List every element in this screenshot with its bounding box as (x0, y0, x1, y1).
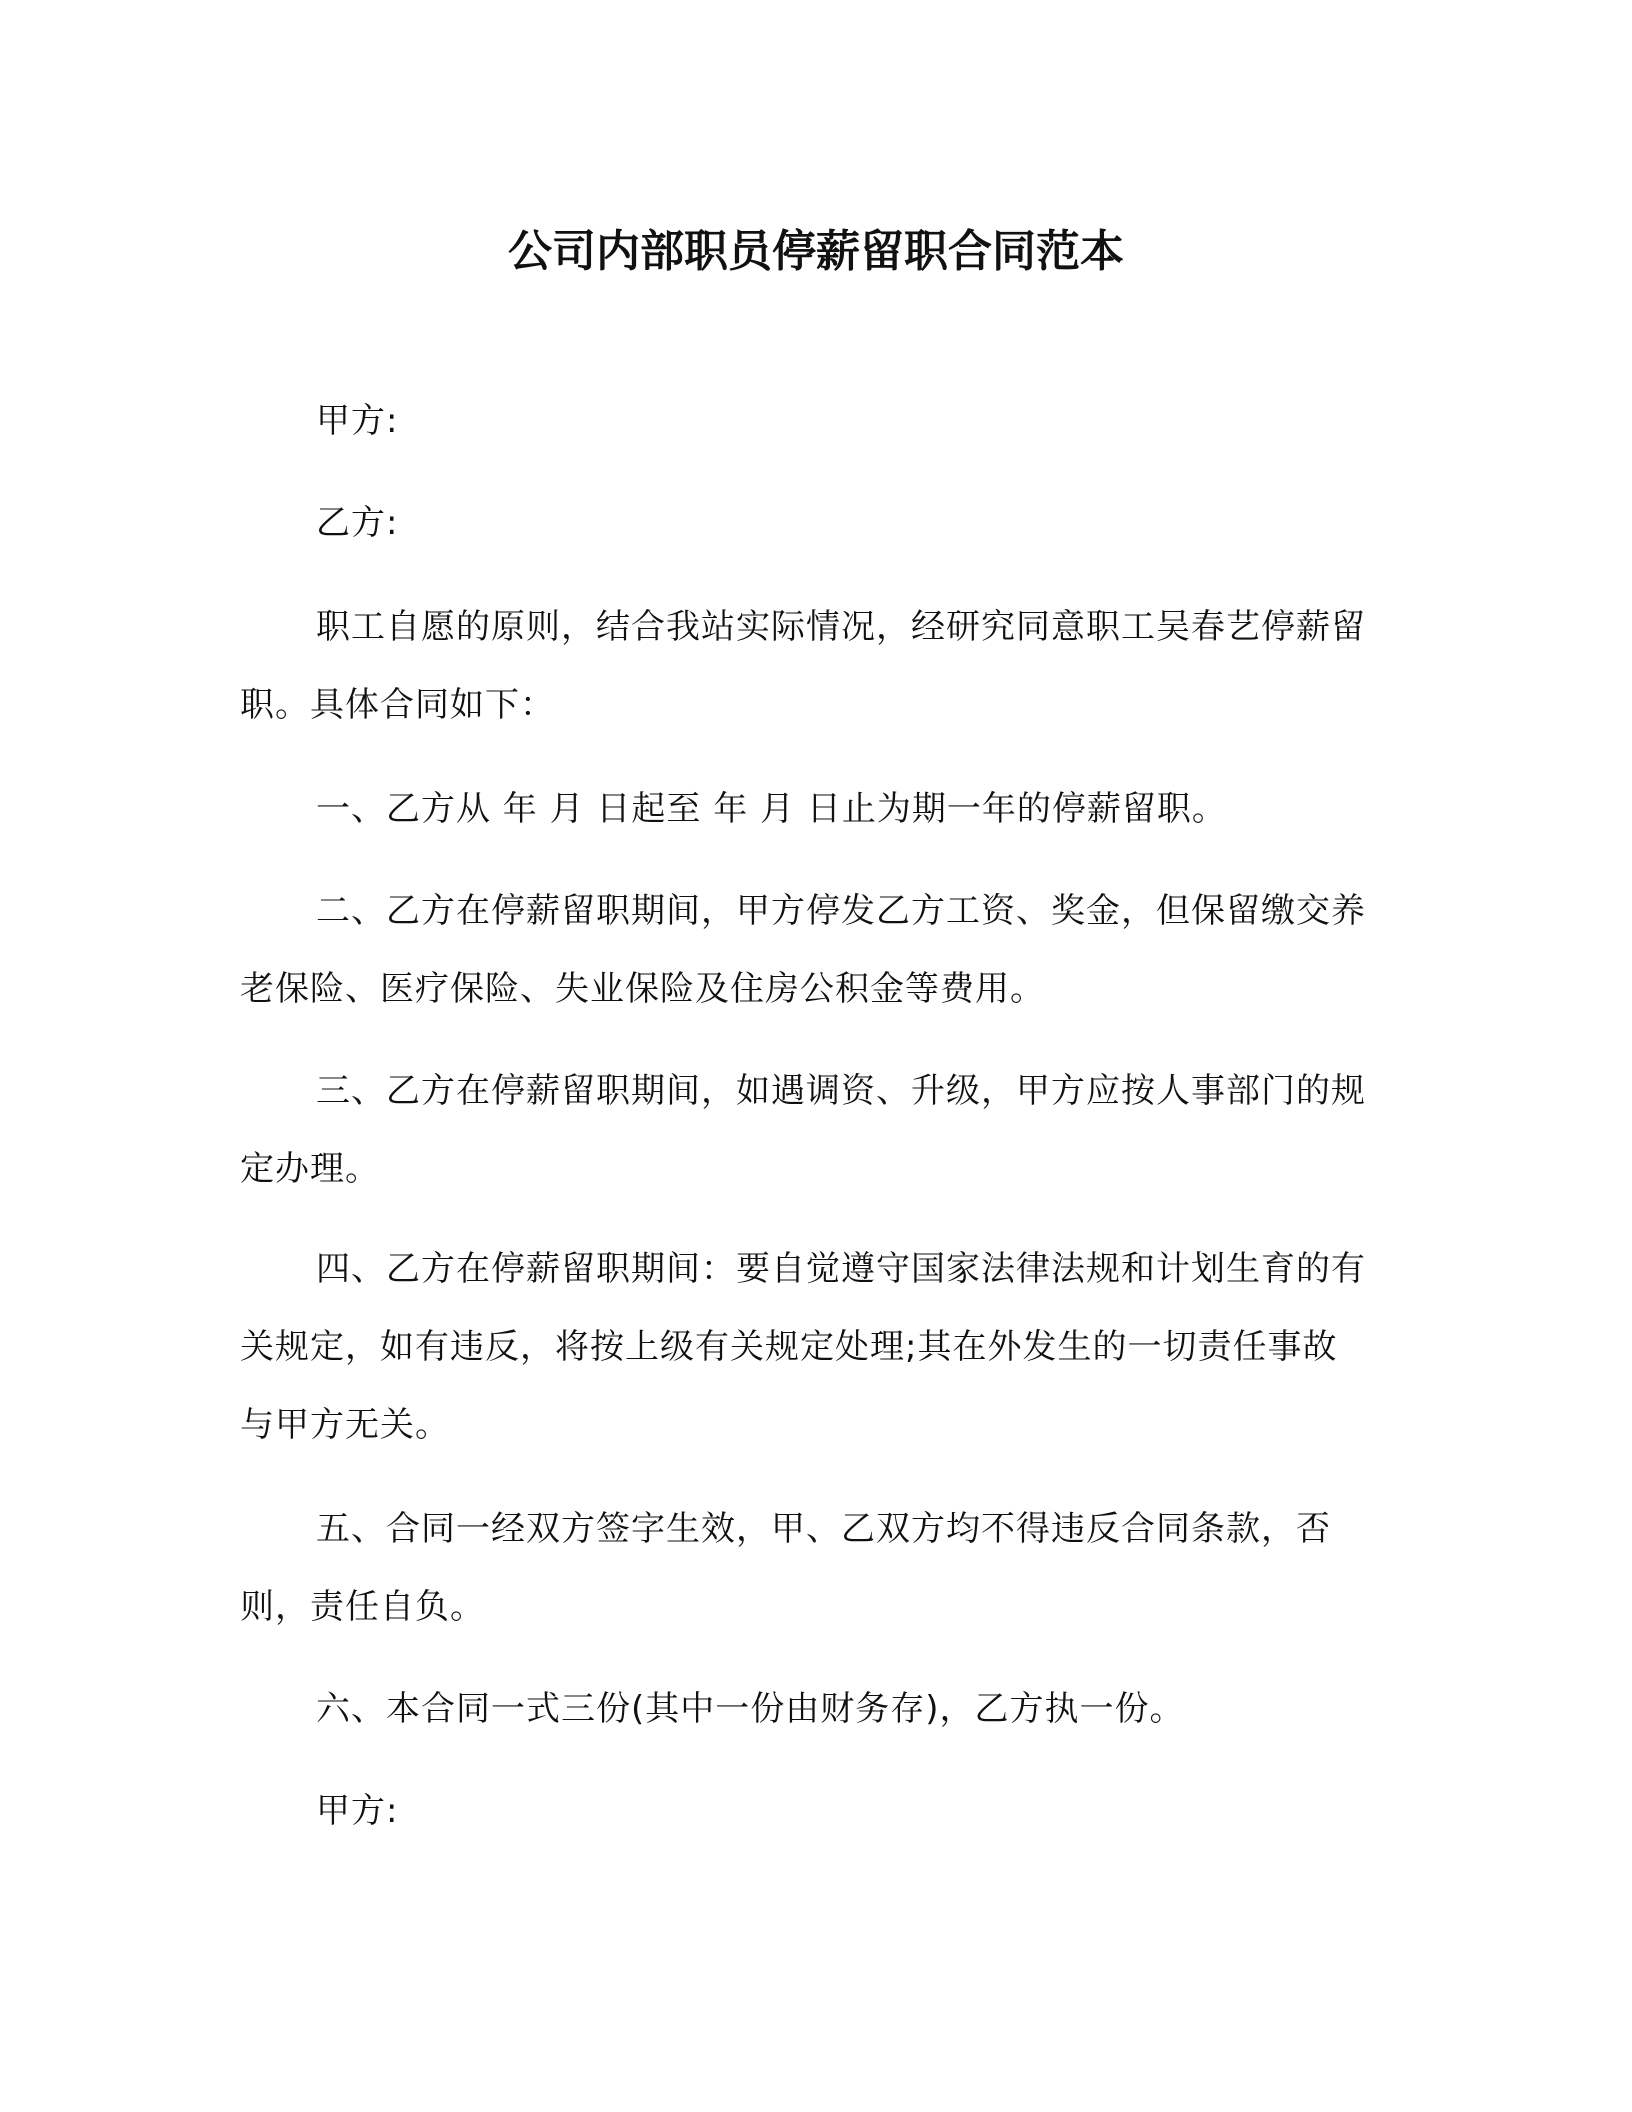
clause-4: 四、乙方在停薪留职期间：要自觉遵守国家法律法规和计划生育的有关规定，如有违反，将按上级有关规定处理;其在外发生的一切责任事故与甲方无关。 (240, 1249, 1366, 1445)
party-a-label: 甲方: (316, 401, 399, 441)
clause-1: 一、乙方从 年 月 日起至 年 月 日止为期一年的停薪留职。 (316, 789, 1227, 829)
intro-paragraph: 职工自愿的原则，结合我站实际情况，经研究同意职工吴春艺停薪留职。具体合同如下： (240, 607, 1366, 725)
clause-3: 三、乙方在停薪留职期间，如遇调资、升级，甲方应按人事部门的规定办理。 (240, 1071, 1366, 1189)
clause-6: 六、本合同一式三份(其中一份由财务存)，乙方执一份。 (316, 1689, 1185, 1729)
document-title: 公司内部职员停薪留职合同范本 (508, 226, 1124, 277)
party-b-label: 乙方: (316, 503, 399, 543)
signature-party-a-label: 甲方: (316, 1791, 399, 1831)
clause-2: 二、乙方在停薪留职期间，甲方停发乙方工资、奖金，但保留缴交养老保险、医疗保险、失业保险及住房公积金等费用。 (240, 891, 1366, 1009)
clause-5: 五、合同一经双方签字生效，甲、乙双方均不得违反合同条款，否则，责任自负。 (240, 1509, 1331, 1627)
